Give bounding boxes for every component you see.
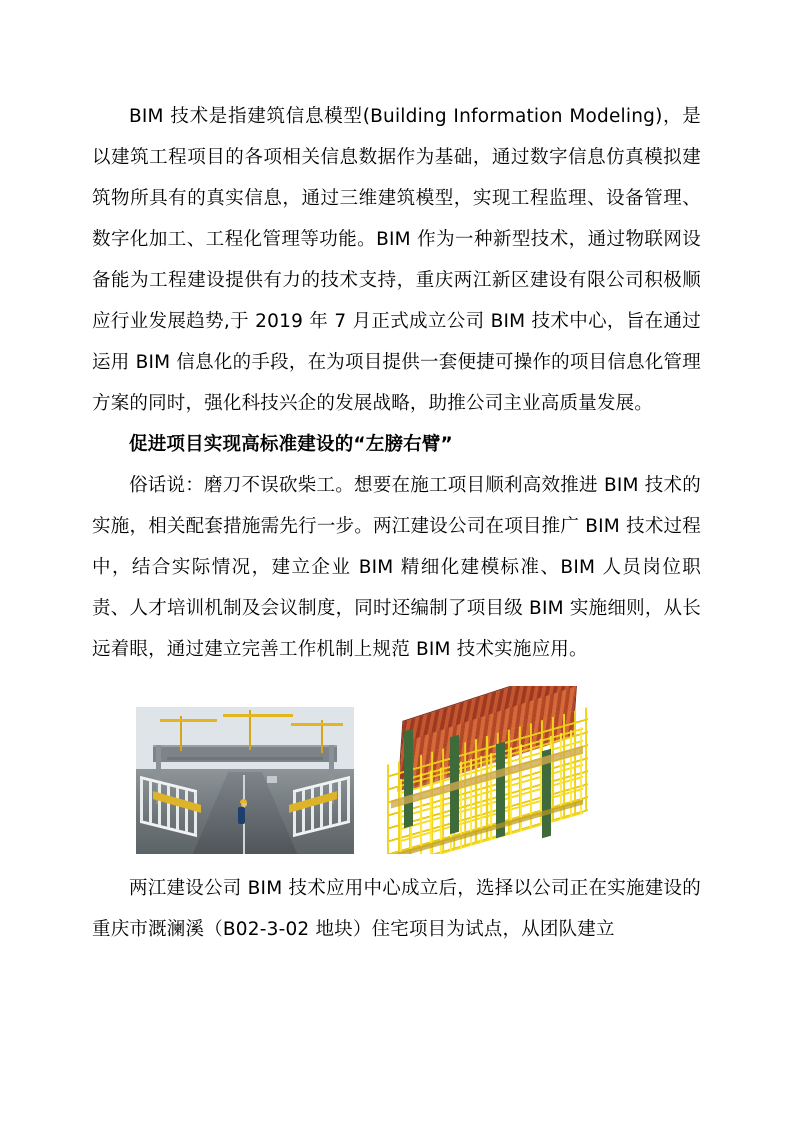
gantry-beam [167, 757, 324, 760]
structural-column-1 [404, 728, 413, 828]
paragraph-pilot-project: 两江建设公司 BIM 技术应用中心成立后，选择以公司正在实施建设的重庆市溉澜溪（B02-3-02 地块）住宅项目为试点，从团队建立 [92, 878, 701, 940]
paragraph-intro: BIM 技术是指建筑信息模型(Building Information Modeling)，是以建筑工程项目的各项相关信息数据作为基础，通过数字信息仿真模拟建筑物所具有的真实信息，通过三维建筑模型，实现工程监理、设备管理、数字化加工、工程化管理等功能。BIM 作为一种新型技术，通过物联网设备能为工程建设提供有力的技术支持，重庆两江新区建设有限公司积极顺应行业发展趋势,于 2019 年 7 月正式成立公司 BIM 技术中心，旨在通过运用 BIM 信息化的手段，在为项目提供一套便捷可操作的项目信息化管理方案的同时，强化科技兴企的发展战略，助推公司主业高质量发展。 [92, 106, 701, 414]
figure-row [136, 686, 701, 854]
worker-figure-body [238, 807, 245, 824]
worker-helmet [240, 799, 247, 803]
tower-crane-jib-3 [291, 723, 343, 726]
tower-crane-jib-2 [223, 714, 293, 717]
paragraph-measures: 俗话说：磨刀不误砍柴工。想要在施工项目顺利高效推进 BIM 技术的实施，相关配套措施需先行一步。两江建设公司在项目推广 BIM 技术过程中，结合实际情况，建立企业 BIM 精细化建模标准、BIM 人员岗位职责、人才培训机制及会议制度，同时还编制了项目级 BIM 实施细则，从长远着眼，通过建立完善工作机制上规范 BIM 技术实施应用。 [92, 475, 701, 660]
section-heading: 促进项目实现高标准建设的“左膀右臂” [129, 434, 453, 455]
tower-crane-jib-1 [160, 719, 217, 722]
construction-site-bim-render-image [136, 707, 354, 854]
scaffolding-formwork-bim-model-image [378, 686, 596, 854]
site-vehicle [267, 776, 277, 783]
document-body [92, 96, 701, 950]
